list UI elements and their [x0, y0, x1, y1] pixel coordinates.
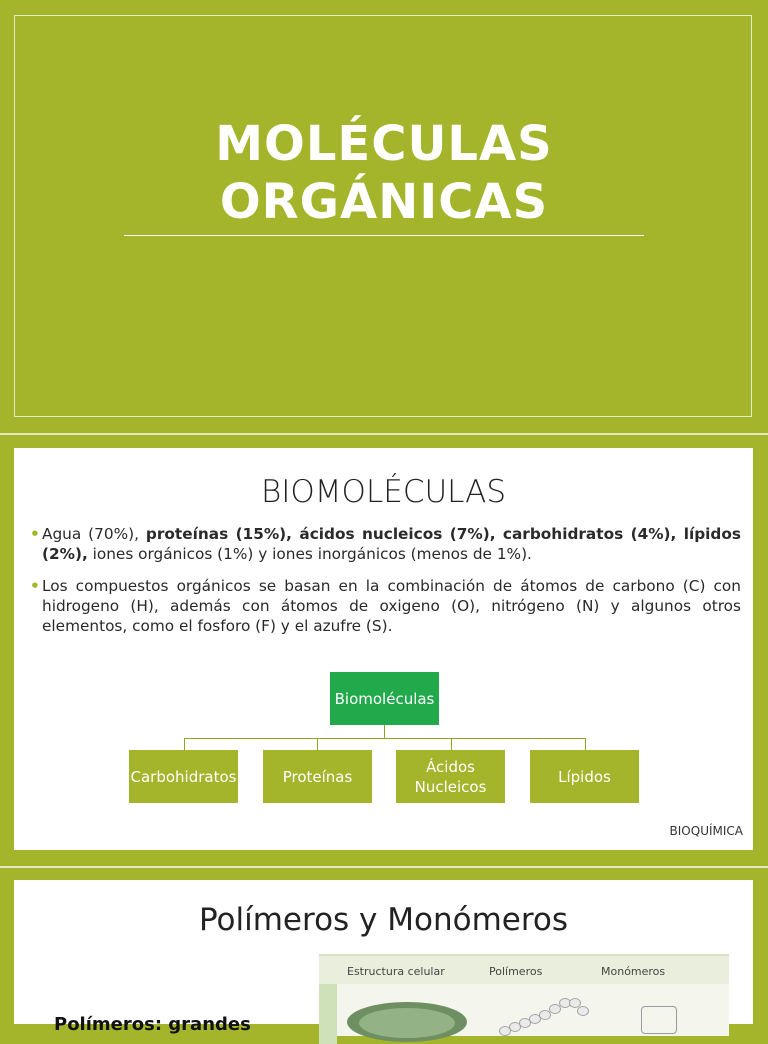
bullet-item	[30, 524, 741, 564]
polymer-figure	[319, 954, 729, 1036]
diagram-root-node: Biomoléculas	[330, 672, 439, 725]
diagram-node-acidos-nucleicos: Ácidos Nucleicos	[396, 750, 505, 803]
chain-bead	[499, 1026, 511, 1036]
connector-vertical	[384, 725, 385, 738]
connector-drop	[585, 738, 586, 750]
connector-drop	[184, 738, 185, 750]
title-line-2: ORGÁNICAS	[219, 174, 549, 230]
figure-side-strip	[319, 984, 337, 1044]
connector-drop	[451, 738, 452, 750]
slide-title: BIOMOLÉCULAS	[260, 474, 507, 510]
bullet-list	[30, 524, 741, 648]
bullet-icon: •	[30, 525, 40, 543]
chain-bead	[549, 1004, 561, 1014]
polymer-chain-illustration	[469, 994, 589, 1038]
monomer-illustration	[641, 1006, 677, 1034]
bullet-text-suffix: iones orgánicos (1%) y iones inorgánicos (menos de 1%).	[87, 545, 532, 563]
diagram-node-lipidos: Lípidos	[530, 750, 639, 803]
slide-separator	[0, 866, 768, 868]
bullet-text-prefix: Agua (70%),	[42, 525, 146, 543]
slide-title	[0, 115, 768, 231]
chain-bead	[577, 1006, 589, 1016]
bullet-text: Los compuestos orgánicos se basan en la combinación de átomos de carbono (C) con hidrogeno (H), además con átomos de oxigeno (O), nitrógeno (N) y algunos otros elementos, como el fosforo (F) y el azufre (S).	[42, 577, 741, 635]
diagram-node-carbohidratos: Carbohidratos	[129, 750, 238, 803]
bullet-text-bold: proteínas (15%), ácidos nucleicos (7%), carbohidratos (4%), lípidos (2%),	[42, 525, 741, 563]
title-line-1: MOLÉCULAS	[215, 116, 553, 172]
figure-col-label: Polímeros	[489, 965, 543, 978]
slide-title: Polímeros y Monómeros	[198, 902, 569, 938]
figure-header	[319, 956, 729, 984]
figure-col-label: Estructura celular	[347, 965, 445, 978]
biomoleculas-slide	[14, 448, 753, 850]
connector-horizontal	[184, 738, 586, 739]
diagram-node-proteinas: Proteínas	[263, 750, 372, 803]
figure-col-label: Monómeros	[601, 965, 666, 978]
organelle-illustration	[359, 1008, 455, 1038]
polimeros-slide	[14, 880, 753, 1035]
title-underline	[124, 235, 644, 236]
partial-body-text: Polímeros: grandes	[54, 1014, 251, 1035]
connector-drop	[317, 738, 318, 750]
slide-separator	[0, 433, 768, 435]
bullet-icon: •	[30, 577, 40, 595]
title-slide	[0, 0, 768, 432]
bullet-item	[30, 576, 741, 636]
slide-footer: BIOQUÍMICA	[669, 824, 743, 838]
